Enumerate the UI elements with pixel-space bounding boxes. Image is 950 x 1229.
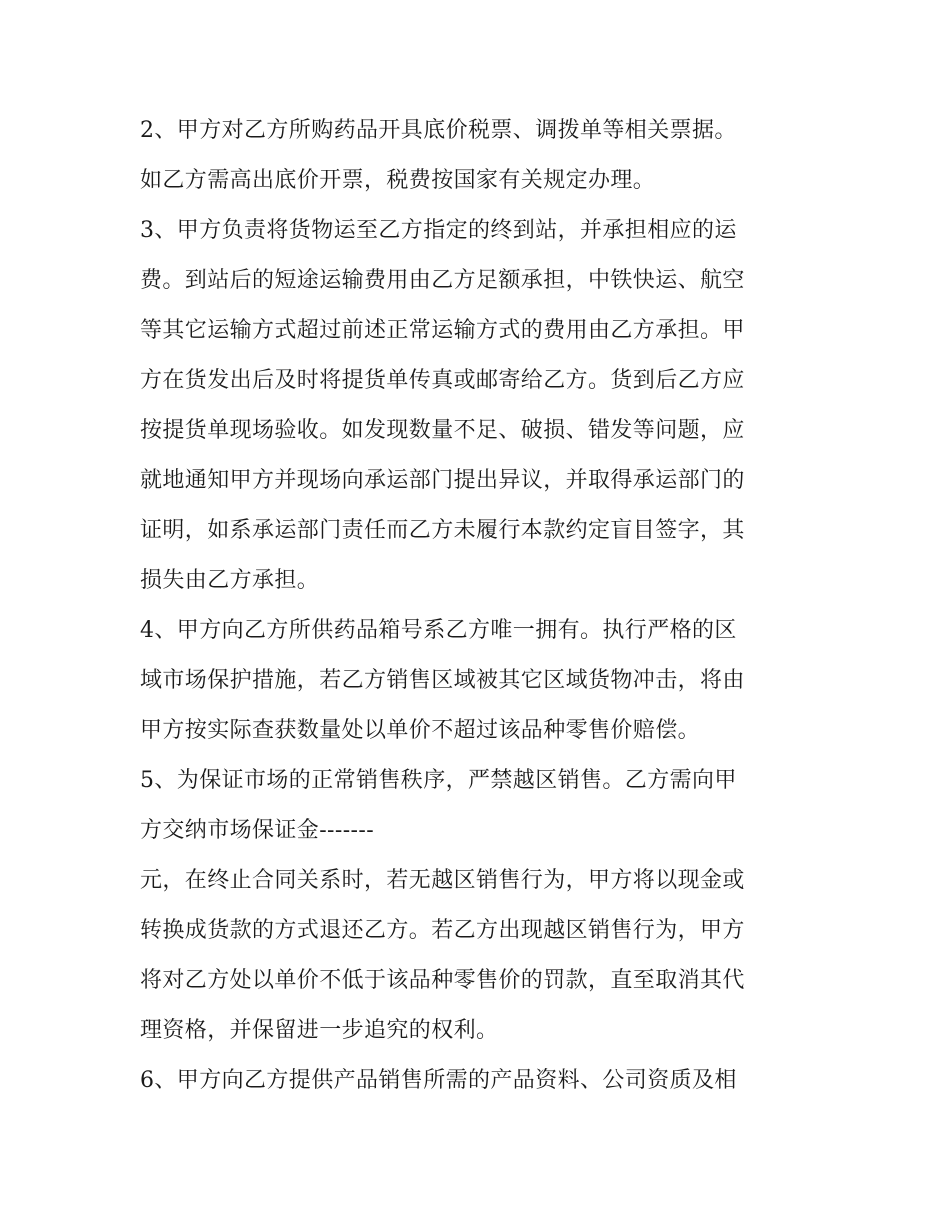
text-line: 如乙方需高出底价开票，税费按国家有关规定办理。 [140,168,656,193]
contract-text [140,106,820,1106]
text-line: 就地通知甲方并现场向承运部门提出异议，并取得承运部门的 [140,468,745,493]
text-line: 转换成货款的方式退还乙方。若乙方出现越区销售行为，甲方 [140,918,745,943]
text-line: 6、甲方向乙方提供产品销售所需的产品资料、公司资质及相 [140,1068,737,1093]
text-line: 将对乙方处以单价不低于该品种零售价的罚款，直至取消其代 [140,968,745,993]
text-line: 按提货单现场验收。如发现数量不足、破损、错发等问题，应 [140,418,745,443]
text-line: 损失由乙方承担。 [140,568,320,593]
text-line: 等其它运输方式超过前述正常运输方式的费用由乙方承担。甲 [140,318,745,343]
text-line: 3、甲方负责将货物运至乙方指定的终到站，并承担相应的运 [140,218,737,243]
text-line: 域市场保护措施，若乙方销售区域被其它区域货物冲击，将由 [140,668,745,693]
text-line: 理资格，并保留进一步追究的权利。 [140,1018,499,1043]
text-line: 方交纳市场保证金------- [140,818,375,843]
text-line: 5、为保证市场的正常销售秩序，严禁越区销售。乙方需向甲 [140,768,737,793]
text-line: 方在货发出后及时将提货单传真或邮寄给乙方。货到后乙方应 [140,368,745,393]
text-line: 4、甲方向乙方所供药品箱号系乙方唯一拥有。执行严格的区 [140,618,737,643]
text-line: 甲方按实际查获数量处以单价不超过该品种零售价赔偿。 [140,718,701,743]
text-line: 元，在终止合同关系时，若无越区销售行为，甲方将以现金或 [140,868,745,893]
text-line: 证明，如系承运部门责任而乙方未履行本款约定盲目签字，其 [140,518,745,543]
text-line: 费。到站后的短途运输费用由乙方足额承担，中铁快运、航空 [140,268,745,293]
text-line: 2、甲方对乙方所购药品开具底价税票、调拨单等相关票据。 [140,118,737,143]
